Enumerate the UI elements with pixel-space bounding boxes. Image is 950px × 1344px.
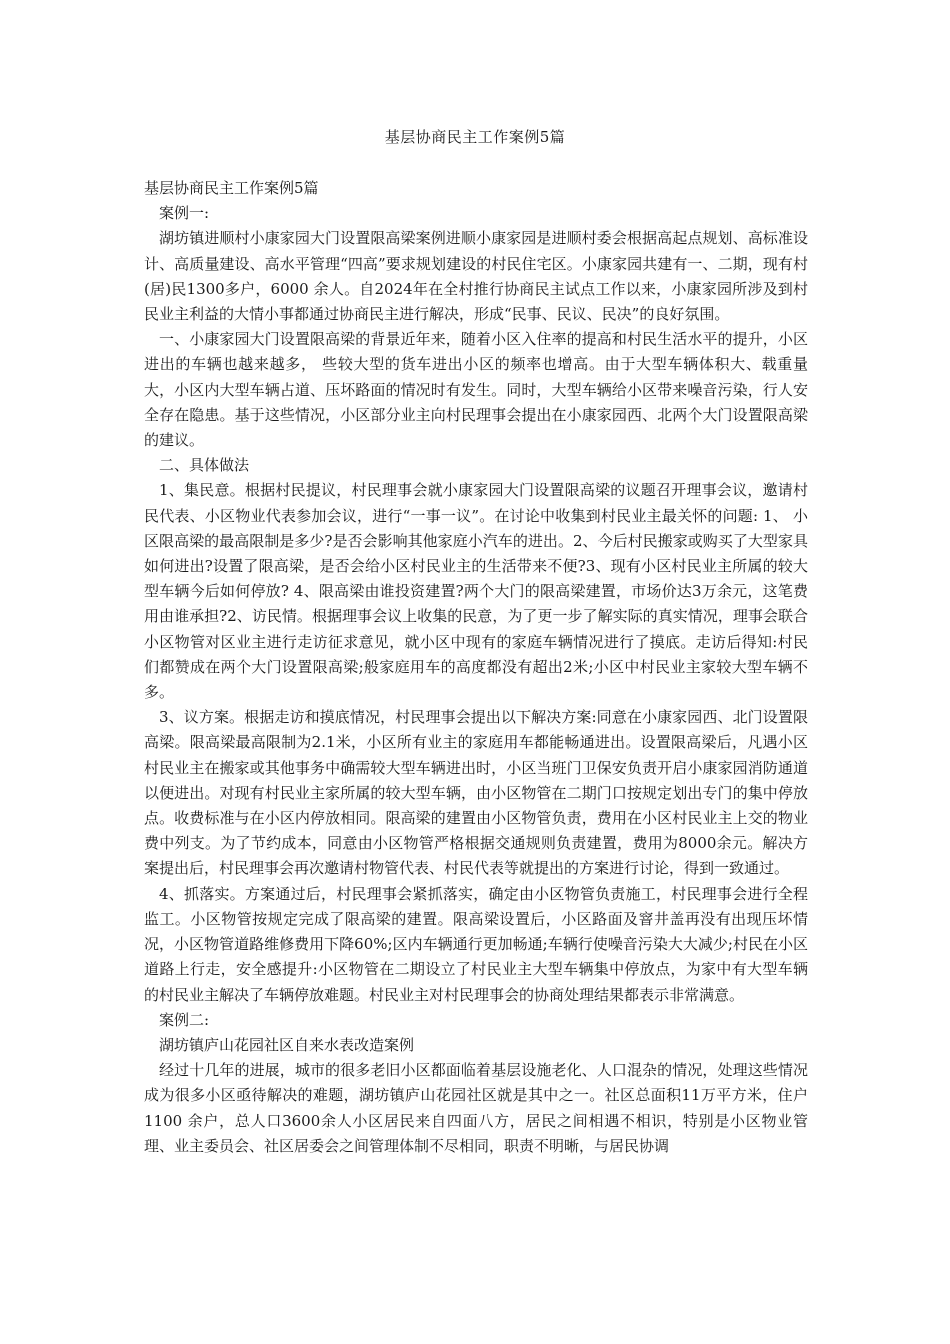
document-body [144, 176, 808, 1159]
paragraph: 湖坊镇庐山花园社区自来水表改造案例 [159, 1035, 415, 1054]
paragraph: 一、小康家园大门设置限高梁的背景近年来，随着小区入住率的提高和村民生活水平的提升，小区进出的车辆也越来越多， 些较大型的货车进出小区的频率也增高。由于大型车辆体积大、载重量大，小区内大型车辆占道、压坏路面的情况时有发生。同时，大型车辆给小区带来噪音污染，行人安全存在隐患。基于这些情况，小区部分业主向村民理事会提出在小康家园西、北两个大门设置限高梁的建议。 [144, 330, 808, 450]
paragraph: 3、议方案。根据走访和摸底情况，村民理事会提出以下解决方案:同意在小康家园西、北门设置限高梁。限高梁最高限制为2.1米，小区所有业主的家庭用车都能畅通进出。设置限高梁后，凡遇小区村民业主在搬家或其他事务中确需较大型车辆进出时，小区当班门卫保安负责开启小康家园消防通道以便进出。对现有村民业主家所属的较大型车辆，由小区物管在二期门口按规定划出专门的集中停放点。收费标准与在小区内停放相同。限高梁的建置由小区物管负责，费用在小区村民业主上交的物业费中列支。为了节约成本，同意由小区物管严格根据交通规则负责建置，费用为8000余元。解决方案提出后，村民理事会再次邀请村物管代表、村民代表等就提出的方案进行讨论，得到一致通过。 [144, 708, 808, 878]
document-title: 基层协商民主工作案例5篇 [384, 128, 566, 146]
paragraph: 案例一: [159, 204, 210, 223]
paragraph: 二、具体做法 [159, 456, 250, 475]
paragraph: 经过十几年的进展，城市的很多老旧小区都面临着基层设施老化、人口混杂的情况，处理这些情况成为很多小区亟待解决的难题，湖坊镇庐山花园社区就是其中之一。社区总面积11万平方米，住户1100 余户，总人口3600余人小区居民来自四面八方，居民之间相遇不相识，特别是小区物业管理、业主委员会、社区居委会之间管理体制不尽相同，职责不明晰，与居民协调 [144, 1061, 808, 1155]
document-heading: 基层协商民主工作案例5篇 [144, 179, 319, 197]
paragraph: 4、抓落实。方案通过后，村民理事会紧抓落实，确定由小区物管负责施工，村民理事会进行全程监工。小区物管按规定完成了限高梁的建置。限高梁设置后，小区路面及窨井盖再没有出现压坏情况，小区物管道路维修费用下降60%;区内车辆通行更加畅通;车辆行使噪音污染大大减少;村民在小区道路上行走，安全感提升:小区物管在二期设立了村民业主大型车辆集中停放点，为家中有大型车辆的村民业主解决了车辆停放难题。村民业主对村民理事会的协商处理结果都表示非常满意。 [144, 884, 808, 1004]
paragraph: 1、集民意。根据村民提议，村民理事会就小康家园大门设置限高梁的议题召开理事会议，邀请村民代表、小区物业代表参加会议，进行“一事一议”。在讨论中收集到村民业主最关怀的问题: 1、 小区限高梁的最高限制是多少?是否会影响其他家庭小汽车的进出。2、今后村民搬家或购买了大型家具如何进出?设置了限高梁，是否会给小区村民业主的生活带来不便?3、现有小区村民业主所属的较大型车辆今后如何停放? 4、限高梁由谁投资建置?两个大门的限高梁建置，市场价达3万余元，这笔费用由谁承担?2、访民情。根据理事会议上收集的民意，为了更一步了解实际的真实情况，理事会联合小区物管对区业主进行走访征求意见，就小区中现有的家庭车辆情况进行了摸底。走访后得知:村民们都赞成在两个大门设置限高梁;般家庭用车的高度都没有超出2米;小区中村民业主家较大型车辆不多。 [144, 481, 808, 702]
paragraph: 湖坊镇进顺村小康家园大门设置限高梁案例进顺小康家园是进顺村委会根据高起点规划、高标准设计、高质量建设、高水平管理“四高”要求规划建设的村民住宅区。小康家园共建有一、二期，现有村(居)民1300多户，6000 余人。自2024年在全村推行协商民主试点工作以来，小康家园所涉及到村民业主利益的大情小事都通过协商民主进行解决，形成“民事、民议、民决”的良好氛围。 [144, 229, 808, 324]
paragraph: 案例二: [159, 1010, 210, 1029]
